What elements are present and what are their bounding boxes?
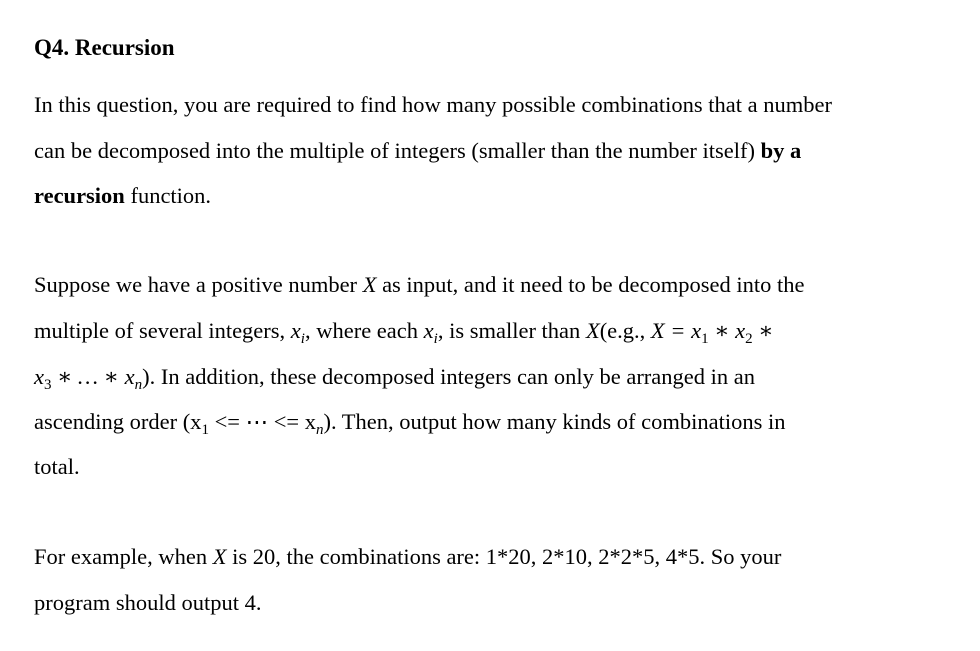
math-variable: X [650, 318, 665, 343]
text-span: ). In addition, these decomposed integers can only be arranged in an [142, 364, 756, 389]
bold-text: recursion [34, 183, 125, 208]
text-span: as input, and it need to be decomposed into the [382, 272, 805, 297]
math-expression: <= ⋯ <= x [214, 409, 316, 434]
math-subscript: 1 [201, 422, 209, 438]
math-subscript: 1 [701, 331, 709, 347]
math-variable: x [423, 318, 434, 343]
text-span: ). Then, output how many kinds of combinations in [323, 409, 786, 434]
math-variable: X [212, 544, 227, 569]
text-span: For example, when [34, 544, 208, 569]
question-heading: Q4. Recursion [34, 35, 175, 60]
bold-text: by a [760, 138, 802, 163]
math-expression: = x [670, 318, 702, 343]
text-span: ascending order (x [34, 409, 202, 434]
math-subscript: n [315, 422, 324, 438]
math-subscript: n [134, 377, 143, 393]
math-variable: X [585, 318, 600, 343]
text-span: can be decomposed into the multiple of integers (smaller than the number itself) [34, 138, 756, 163]
text-span: , is smaller than [437, 318, 581, 343]
text-span: Suppose we have a positive number [34, 272, 358, 297]
text-span: , where each [304, 318, 419, 343]
math-operator: ∗ [758, 318, 774, 343]
math-subscript: 2 [745, 331, 753, 347]
text-line [34, 317, 774, 345]
math-subscript: i [300, 331, 305, 347]
math-expression: ∗ … ∗ x [57, 364, 135, 389]
text-line [34, 137, 801, 165]
text-line [34, 271, 804, 299]
math-subscript: 3 [44, 377, 52, 393]
text-line [34, 182, 211, 210]
math-variable: X [362, 272, 377, 297]
text-line [34, 543, 781, 571]
text-line: total. [34, 454, 80, 479]
math-variable: x [34, 364, 44, 389]
text-span: (e.g., [599, 318, 646, 343]
text-line [34, 408, 786, 436]
text-line: In this question, you are required to find how many possible combinations that a number [34, 92, 832, 117]
text-span: multiple of several integers, [34, 318, 286, 343]
text-span: is 20, the combinations are: 1*20, 2*10, 2*2*5, 4*5. So your [232, 544, 782, 569]
text-span: function. [130, 183, 212, 208]
math-subscript: i [433, 331, 438, 347]
math-expression: ∗ x [714, 318, 746, 343]
text-line: program should output 4. [34, 590, 262, 615]
math-variable: x [290, 318, 301, 343]
text-line [34, 363, 755, 391]
